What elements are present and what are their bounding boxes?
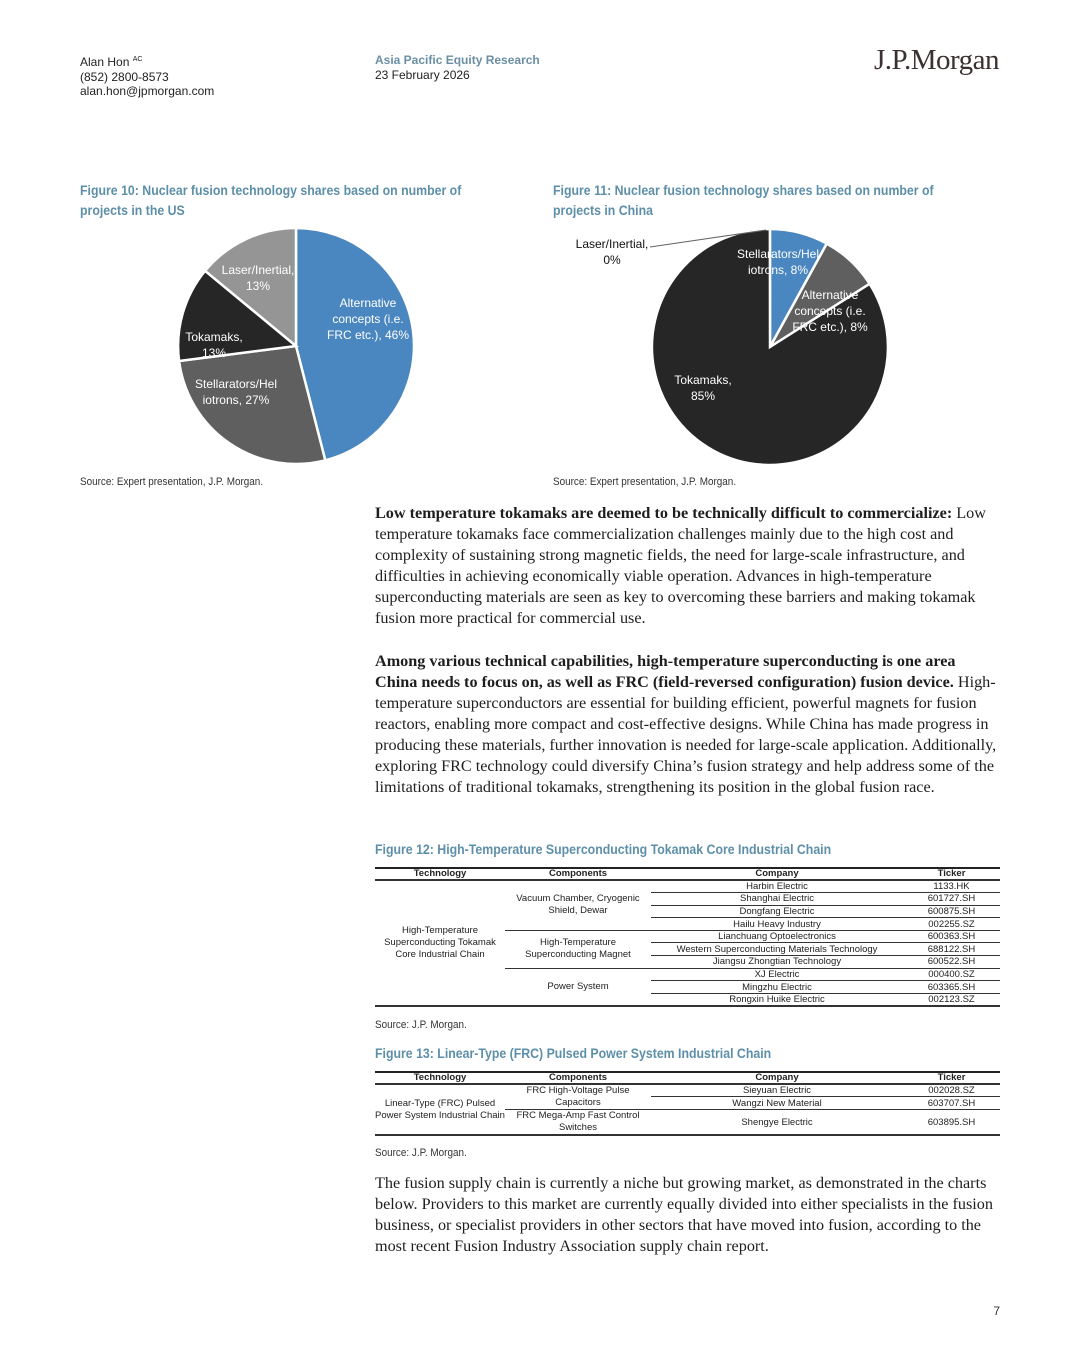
svg-text:iotrons, 8%: iotrons, 8% <box>747 263 809 277</box>
header-company: Company <box>651 1072 903 1084</box>
page-number: 7 <box>993 1304 1000 1318</box>
svg-text:13%: 13% <box>245 279 271 293</box>
figure13-table <box>375 1071 1000 1136</box>
svg-text:Alternative: Alternative <box>339 296 397 310</box>
ticker-cell: 600363.SH <box>903 930 1000 943</box>
figure13-title: Figure 13: Linear-Type (FRC) Pulsed Power System Industrial Chain <box>375 1045 772 1061</box>
svg-text:13%: 13% <box>201 346 227 360</box>
figure13-source: Source: J.P. Morgan. <box>375 1147 467 1159</box>
ticker-cell: 1133.HK <box>903 880 1000 893</box>
author-email[interactable]: alan.hon@jpmorgan.com <box>80 84 215 98</box>
component-cell: FRC High-Voltage Pulse Capacitors <box>505 1084 651 1110</box>
svg-text:Laser/Inertial,: Laser/Inertial, <box>575 237 649 251</box>
ticker-cell: 600522.SH <box>903 956 1000 969</box>
svg-text:85%: 85% <box>690 389 716 403</box>
component-cell: Power System <box>505 968 651 1006</box>
svg-text:Tokamaks,: Tokamaks, <box>185 330 243 344</box>
publication-date: 23 February 2026 <box>375 67 470 82</box>
figure11-source: Source: Expert presentation, J.P. Morgan. <box>553 476 737 488</box>
component-cell: FRC Mega-Amp Fast Control Switches <box>505 1110 651 1136</box>
company-cell: XJ Electric <box>651 968 903 981</box>
ticker-cell: 688122.SH <box>903 943 1000 956</box>
paragraph-heading: Low temperature tokamaks are deemed to be technically difficult to commercialize: <box>375 504 953 522</box>
svg-text:concepts (i.e.: concepts (i.e. <box>332 312 404 326</box>
company-cell: Harbin Electric <box>651 880 903 893</box>
header-technology: Technology <box>375 1072 505 1084</box>
header-company: Company <box>651 868 903 880</box>
ticker-cell: 601727.SH <box>903 893 1000 906</box>
company-cell: Mingzhu Electric <box>651 981 903 994</box>
header-ticker: Ticker <box>903 868 1000 880</box>
table-row <box>375 1084 1000 1097</box>
svg-text:0%: 0% <box>603 253 621 267</box>
jpmorgan-logo: J.P.Morgan <box>874 44 999 76</box>
company-cell: Wangzi New Material <box>732 1097 822 1109</box>
component-cell: High-Temperature Superconducting Magnet <box>505 930 651 968</box>
ticker-cell: 002255.SZ <box>903 918 1000 931</box>
author-phone: (852) 2800-8573 <box>80 69 169 84</box>
paragraph-hts-focus <box>375 651 1000 798</box>
technology-cell: High-Temperature Superconducting Tokamak Core Industrial Chain <box>375 880 505 1006</box>
paragraph-supply-chain: The fusion supply chain is currently a niche but growing market, as demonstrated in the charts below. Providers to this market are currently equally divided into either specialists in the fusion business, or specialist providers in other sectors that have moved into fusion, according to the most recent Fusion Industry Association supply chain report. <box>375 1174 993 1255</box>
company-cell: Hailu Heavy Industry <box>651 918 903 931</box>
svg-text:Tokamaks,: Tokamaks, <box>674 373 732 387</box>
paragraph-body: High-temperature superconductors are essential for building efficient, powerful magnets for fusion reactors, enabling more compact and cost-effective designs. While China has made progress in producing these materials, further innovation is needed for large-scale application. Additionally, exploring FRC technology could diversify China’s fusion strategy and help address some of the limitations of traditional tokamaks, strengthening its position in the global fusion race. <box>375 673 997 796</box>
header-technology: Technology <box>375 868 505 880</box>
figure11-title: Figure 11: Nuclear fusion technology shares based on number of projects in China <box>553 182 934 218</box>
table-row <box>375 880 1000 893</box>
paragraph-body: Low temperature tokamaks face commercialization challenges mainly due to the high cost and complexity of sustaining strong magnetic fields, the need for large-scale infrastructure, and difficulties in achieving economically viable operation. Advances in high-temperature superconducting materials are seen as key to overcoming these barriers and making tokamak fusion more practical for commercial use. <box>375 504 986 627</box>
svg-text:Stellarators/Hel: Stellarators/Hel <box>194 377 278 391</box>
svg-text:concepts (i.e.: concepts (i.e. <box>794 304 866 318</box>
figure11-pie-chart <box>570 227 900 467</box>
header-components: Components <box>505 1072 651 1084</box>
ticker-cell: 002123.SZ <box>903 993 1000 1006</box>
header-ticker: Ticker <box>903 1072 1000 1084</box>
company-cell: Lianchuang Optoelectronics <box>651 930 903 943</box>
publication-block <box>375 53 540 82</box>
ticker-cell: 603895.SH <box>903 1110 1000 1136</box>
publication-name: Asia Pacific Equity Research <box>375 53 540 67</box>
paragraph-low-temp-tokamaks <box>375 503 1000 629</box>
component-cell: Vacuum Chamber, Cryogenic Shield, Dewar <box>505 880 651 930</box>
figure10-title: Figure 10: Nuclear fusion technology shares based on number of projects in the US <box>80 182 462 218</box>
svg-text:FRC etc.), 8%: FRC etc.), 8% <box>792 320 868 334</box>
header-components: Components <box>505 868 651 880</box>
company-cell: Rongxin Huike Electric <box>651 993 903 1006</box>
figure12-table <box>375 867 1000 1007</box>
company-cell: Sieyuan Electric <box>651 1084 903 1097</box>
ticker-cell: 000400.SZ <box>903 968 1000 981</box>
svg-text:Laser/Inertial,: Laser/Inertial, <box>221 263 295 277</box>
company-cell: Shengye Electric <box>651 1110 903 1136</box>
ticker-cell: 603707.SH <box>927 1097 976 1109</box>
svg-text:Alternative: Alternative <box>801 288 859 302</box>
figure12-title: Figure 12: High-Temperature Superconducting Tokamak Core Industrial Chain <box>375 841 832 857</box>
author-block <box>80 53 214 99</box>
author-suffix: AC <box>132 56 143 63</box>
company-cell: Dongfang Electric <box>651 905 903 918</box>
company-cell: Shanghai Electric <box>651 893 903 906</box>
company-cell: Jiangsu Zhongtian Technology <box>651 956 903 969</box>
paragraph-heading: Among various technical capabilities, high-temperature superconducting is one area China needs to focus on, as well as FRC (field-reversed configuration) fusion device. <box>375 652 956 691</box>
svg-text:Stellarators/Hel: Stellarators/Hel <box>736 247 820 261</box>
author-name: Alan Hon <box>80 55 130 69</box>
ticker-cell: 002028.SZ <box>903 1084 1000 1097</box>
ticker-cell: 600875.SH <box>903 905 1000 918</box>
svg-text:FRC etc.), 46%: FRC etc.), 46% <box>326 328 410 342</box>
svg-text:iotrons, 27%: iotrons, 27% <box>202 393 270 407</box>
figure10-pie-chart <box>178 227 418 467</box>
company-cell: Western Superconducting Materials Technology <box>651 943 903 956</box>
figure10-source: Source: Expert presentation, J.P. Morgan. <box>80 476 264 488</box>
figure12-source: Source: J.P. Morgan. <box>375 1019 467 1031</box>
ticker-cell: 603365.SH <box>903 981 1000 994</box>
technology-cell: Linear-Type (FRC) Pulsed Power System Industrial Chain <box>375 1084 505 1135</box>
